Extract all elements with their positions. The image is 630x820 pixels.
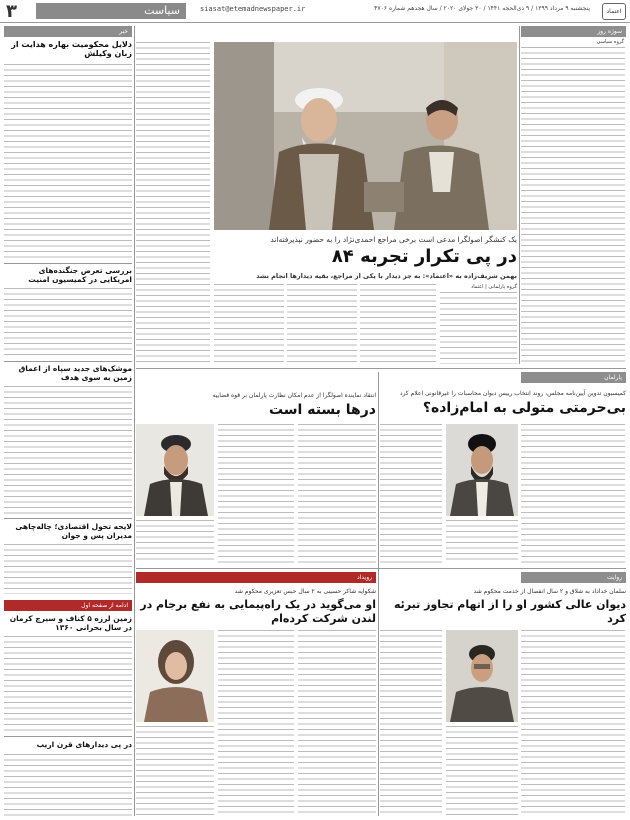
bottom-right-text-2: [380, 630, 442, 816]
mid-headline: درها بسته است: [268, 402, 376, 418]
mid-text-1: [218, 424, 294, 564]
right-headline: بی‌حرمتی متولی به امام‌زاده؟: [422, 400, 626, 416]
left-headline-4: لایحه تحول اقتصادی؛ چاله‌چاهی مدیران پس و جوان: [15, 522, 132, 540]
left-headline-5: زمین لرزه ۵ کناف و سیرچ کرمان در سال بحرانی ۱۳۶۰: [9, 614, 132, 632]
bottom-mid-text-2: [298, 630, 376, 816]
label-parliament: پارلمان: [521, 372, 626, 383]
bottom-right-text-3: [446, 726, 518, 816]
left-headline-3: موشک‌های جدید سپاه از اعماق زمین به سوی هدف: [18, 364, 132, 382]
left-headline-1: دلایل محکومیت بهاره هدایت از زبان وکیلش: [11, 40, 132, 58]
bottom-right-text-1: [521, 630, 625, 816]
lead-kicker: یک کنشگر اصولگرا مدعی است برخی مراجع احمدی‌نژاد را به حضور نپذیرفته‌اند: [270, 235, 517, 244]
right-kicker: کمیسیون تدوین آیین‌نامه مجلس، روند انتخاب رییس دیوان محاسبات را غیرقانونی اعلام کرد: [399, 390, 626, 397]
lead-subhead: بهمن شریف‌زاده به «اعتماد»: به جز دیدار با یکی از مراجع، بقیه دیدارها انجام نشد: [256, 272, 517, 280]
bottom-mid-text-3: [136, 726, 214, 816]
label-judiciary: ادامه از صفحه اول: [4, 600, 132, 611]
divider: [136, 368, 626, 369]
left-text-4: [4, 544, 132, 594]
lead-text-col-1: [440, 292, 517, 364]
column-rule: [378, 372, 379, 816]
left-headline-6: در پی دیدارهای قرن اریب: [36, 740, 132, 749]
mid-text-3: [136, 520, 214, 564]
bottom-mid-kicker: شکوایه شاکر حسینی به ۲ سال حبس تعزیری محکوم شد: [234, 588, 376, 595]
lead-text-col-3: [287, 284, 357, 364]
left-text-1: [4, 64, 132, 259]
divider: [4, 736, 132, 737]
lead-headline: در پی تکرار تجربه ۸۴: [331, 246, 517, 267]
divider: [136, 568, 626, 569]
bottom-mid-photo: [136, 630, 214, 722]
left-text-3: [4, 386, 132, 514]
mid-kicker: انتقاد نماینده اصولگرا از عدم امکان نظارت پارلمان بر قوه قضاییه: [212, 392, 376, 399]
left-text-2: [4, 288, 132, 358]
top-right-column-text: [521, 47, 625, 365]
right-text-2: [446, 520, 518, 564]
divider: [4, 361, 132, 362]
bottom-right-headline: دیوان عالی کشور او را از اتهام تجاوز تبرئه کرد: [394, 598, 626, 625]
left-text-5: [4, 636, 132, 732]
divider: [4, 263, 132, 264]
top-right-byline: گروه سیاسی: [596, 39, 624, 45]
lead-text-col-4: [214, 284, 284, 364]
right-text-1: [521, 424, 625, 564]
center-lower-text: [380, 424, 442, 564]
column-rule: [134, 26, 135, 816]
newspaper-logo: اعتماد: [602, 3, 626, 20]
left-headline-2: بررسی تعرض جنگنده‌های امریکایی در کمیسیون امنیت: [28, 266, 132, 284]
label-report: روایت: [521, 572, 626, 583]
masthead: [0, 0, 630, 23]
lead-text-col-2: [360, 284, 436, 364]
bottom-right-photo: [446, 630, 518, 722]
bottom-mid-headline: او می‌گوید در یک راه‌پیمایی به نفع برجام در لندن شرکت کرده‌ام: [140, 598, 376, 625]
center-left-column-text: [136, 42, 210, 364]
lead-photo: [214, 42, 517, 230]
label-top-right: سوژه روز: [521, 26, 626, 37]
label-left-top: خبر: [4, 26, 132, 37]
column-rule: [519, 26, 520, 364]
divider: [4, 518, 132, 519]
mid-photo: [136, 424, 214, 516]
bottom-right-kicker: سلمان خداداد به شلاق و ۲ سال انفصال از خدمت محکوم شد: [473, 588, 626, 595]
section-title: سیاست: [36, 3, 186, 19]
right-photo: [446, 424, 518, 516]
date-line: پنجشنبه ۹ مرداد ۱۳۹۹ / ۹ ذی‌الحجه ۱۴۴۱ / ۳۰ جولای ۲۰۲۰ / سال هجدهم شماره ۴۷۰۶: [374, 5, 590, 12]
label-news: رویداد: [136, 572, 376, 583]
lead-byline: گروه پارلمانی | اعتماد: [471, 284, 517, 290]
section-email[interactable]: siasat@etemadnewspaper.ir: [200, 5, 306, 13]
page-number: ۳: [6, 1, 17, 22]
left-text-6: [4, 754, 132, 816]
bottom-mid-text-1: [218, 630, 294, 816]
mid-text-2: [298, 424, 376, 564]
